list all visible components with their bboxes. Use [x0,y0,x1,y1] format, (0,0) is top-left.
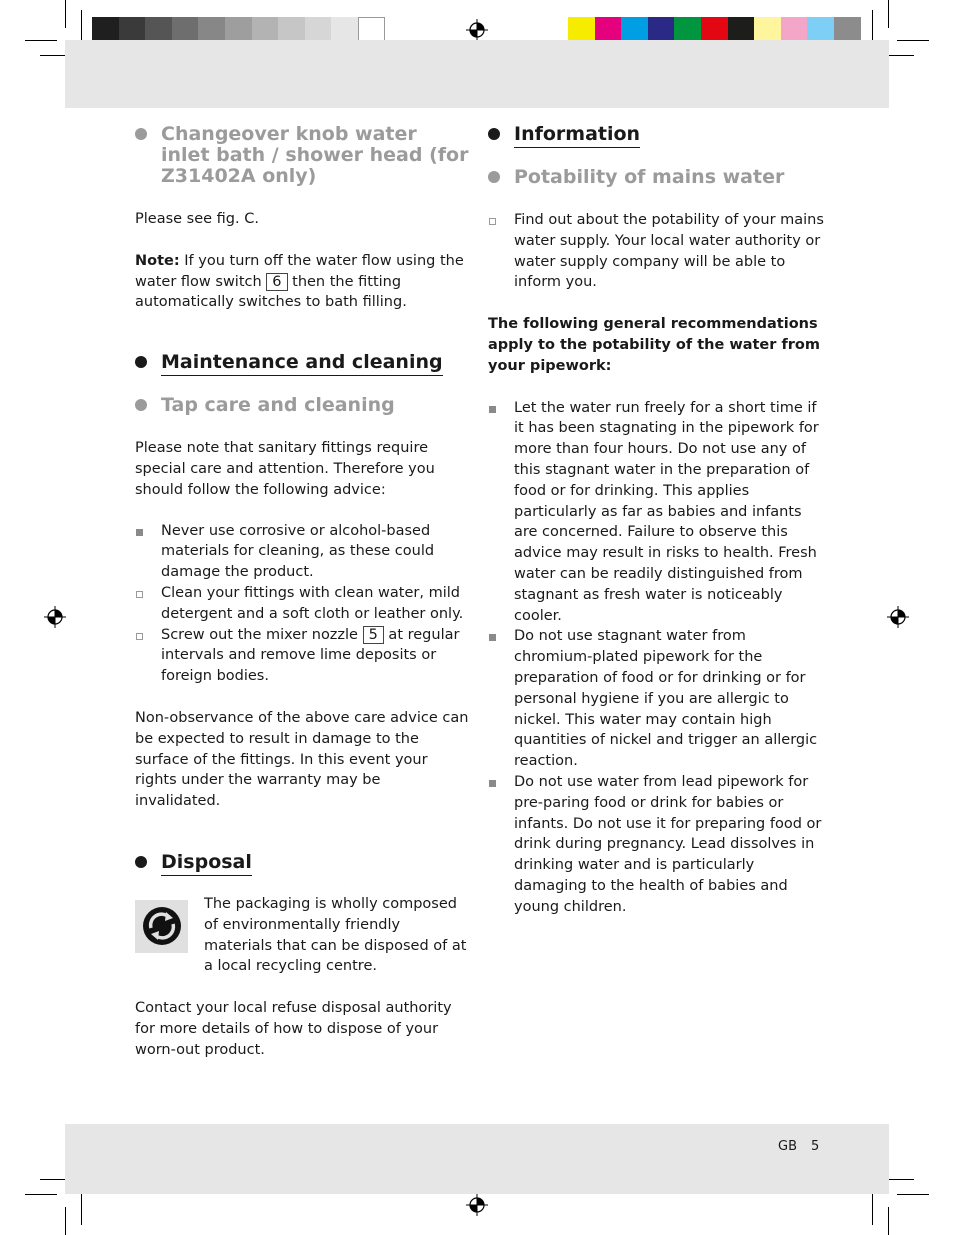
registration-mark-icon [466,19,488,41]
care-list [135,521,470,687]
list-item: Clean your fittings with clean water, mild detergent and a soft cloth or leather only. [135,583,470,625]
page-number: 5 [811,1139,820,1154]
registration-mark-icon [466,1194,488,1216]
open-square-bullet-icon [136,633,143,640]
list-item: Find out about the potability of your mains water supply. Your local water authority or water supply company will be able to inform you. [488,210,824,293]
changeover-knob-heading: Changeover knob water inlet bath / shower head (for Z31402A only) [135,124,470,187]
recycling-block [135,894,470,977]
list-item: Do not use stagnant water from chromium-plated pipework for the preparation of food or for drinking or for personal hygiene if you are allergic to nickel. This water may contain high quantities of nickel and trigger an allergic reaction. [488,626,824,772]
recycling-symbol-icon [135,900,188,953]
part-ref-box: 6 [266,273,287,291]
recommendations-list [488,398,824,918]
heading-bullet-icon [488,171,500,183]
square-bullet-icon [489,406,496,413]
heading-bullet-icon [135,128,147,140]
potability-heading: Potability of mains water [488,167,824,188]
note-paragraph: Note: If you turn off the water flow using the water flow switch 6 then the fitting automatically switches to bath filling. [135,252,464,311]
part-ref-box: 5 [363,626,384,644]
right-column [488,124,824,918]
heading-bullet-icon [135,856,147,868]
square-bullet-icon [489,634,496,641]
registration-mark-icon [887,606,909,628]
disposal-heading: Disposal [135,852,470,876]
disposal-contact-text: Contact your local refuse disposal authority for more details of how to dispose of your worn-out product. [135,1000,452,1058]
list-item: Screw out the mixer nozzle 5 at regular intervals and remove lime deposits or foreign bodies. [135,625,470,687]
open-square-bullet-icon [489,218,496,225]
registration-mark-icon [44,606,66,628]
list-item: Never use corrosive or alcohol-based materials for cleaning, as these could damage the product. [135,521,470,583]
care-intro-text: Please note that sanitary fittings require special care and attention. Therefore you should follow the following advice: [135,440,435,498]
open-square-bullet-icon [136,591,143,598]
tap-care-heading: Tap care and cleaning [135,395,470,416]
header-band [65,40,889,108]
see-figure-text: Please see fig. C. [135,211,259,227]
heading-bullet-icon [135,356,147,368]
recommendations-intro: The following general recommendations apply to the potability of the water from your pipework: [488,316,820,374]
footer-band [65,1124,889,1194]
potability-intro-list [488,210,824,293]
heading-bullet-icon [488,128,500,140]
recycling-text: The packaging is wholly composed of environmentally friendly materials that can be disposed of at a local recycling centre. [204,895,467,975]
list-item: Let the water run freely for a short time if it has been stagnating in the pipework for more than four hours. Do not use any of this stagnant water in the preparation of food or for drinking. This applies particularly as far as babies and infants are concerned. Failure to observe this advice may result in risks to health. Fresh water can be readily distinguished from stagnant as fresh water is noticeably cooler. [488,398,824,627]
heading-bullet-icon [135,399,147,411]
maintenance-heading: Maintenance and cleaning [135,352,470,376]
footer-language: GB [778,1139,797,1154]
square-bullet-icon [136,529,143,536]
list-item: Do not use water from lead pipework for pre-paring food or drink for babies or infants. Do not use it for preparing food or drink during pregnancy. Lead dissolves in drinking water and is particularly damaging to the health of babies and young children. [488,772,824,918]
left-column [135,124,470,1061]
care-outro-text: Non-observance of the above care advice can be expected to result in damage to the surface of the fittings. In this event your rights under the warranty may be invalidated. [135,709,469,810]
square-bullet-icon [489,780,496,787]
information-heading: Information [488,124,824,148]
